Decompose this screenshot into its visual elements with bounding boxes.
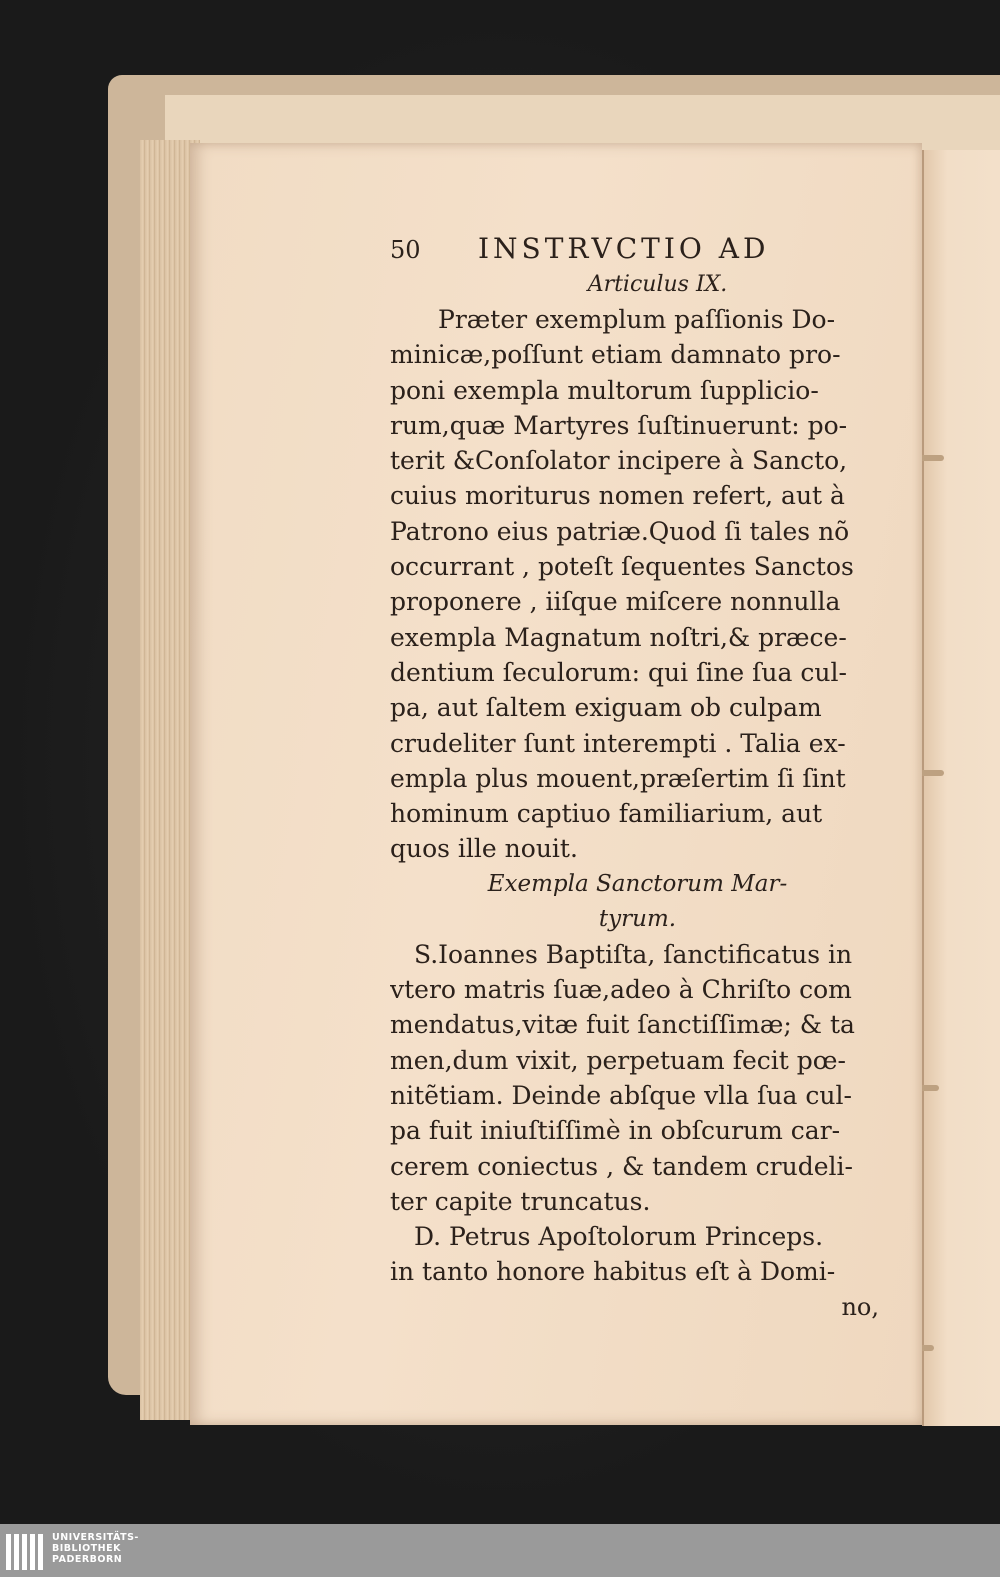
text-line: pa fuit iniuſtiſſimè in obſcurum car-	[390, 1116, 841, 1146]
page-header	[390, 230, 885, 268]
running-head: INSTRVCTIO AD	[478, 232, 770, 265]
text-line: terit &Conſolator incipere à Sancto,	[390, 446, 848, 476]
text-line: mendatus,vitæ fuit ſanctiſſimæ; & ta	[390, 1010, 855, 1040]
facing-page	[922, 150, 1000, 1426]
text-line: pa, aut ſaltem exiguam ob culpam	[390, 693, 822, 723]
page-text	[390, 230, 885, 1325]
paragraph-3	[390, 1219, 885, 1290]
text-line: nitẽtiam. Deinde abſque vlla ſua cul-	[390, 1080, 852, 1110]
paragraph-1	[390, 302, 885, 867]
text-line: Præter exemplum paſſionis Do-	[438, 305, 836, 334]
logo-line: PADERBORN	[52, 1554, 123, 1565]
text-line: ter capite truncatus.	[390, 1186, 651, 1216]
text-line: cerem coniectus , & tandem crudeli-	[390, 1151, 853, 1181]
text-line: vtero matris ſuæ,adeo à Chriſto com	[390, 975, 852, 1005]
text-line: poni exempla multorum ſupplicio-	[390, 375, 819, 405]
text-line: cuius moriturus nomen refert, aut à	[390, 481, 845, 511]
library-logo-text	[52, 1532, 139, 1565]
text-line: minicæ,poſſunt etiam damnato pro-	[390, 340, 841, 370]
text-line: S.Ioannes Baptiſta, ſanctificatus in	[414, 939, 853, 969]
text-line: exempla Magnatum noſtri,& præce-	[390, 622, 847, 652]
page-number: 50	[390, 236, 421, 264]
paragraph-2	[390, 937, 885, 1219]
text-line: D. Petrus Apoſtolorum Princeps.	[414, 1222, 824, 1252]
logo-line: UNIVERSITÄTS-	[52, 1532, 139, 1543]
text-line: dentium ſeculorum: qui ſine ſua cul-	[390, 657, 847, 687]
catchword: no,	[841, 1292, 879, 1321]
section-title: Articulus IX.	[587, 272, 728, 297]
text-line: Patrono eius patriæ.Quod ſi tales nõ	[390, 516, 850, 546]
logo-line: BIBLIOTHEK	[52, 1543, 121, 1554]
text-line: rum,quæ Martyres ſuſtinuerunt: po-	[390, 410, 848, 440]
text-line: in tanto honore habitus eſt à Domi-	[390, 1257, 836, 1287]
library-logo-icon	[6, 1534, 46, 1570]
text-line: proponere , iiſque miſcere nonnulla	[390, 587, 841, 617]
text-line: hominum captiuo familiarium, aut	[390, 799, 823, 829]
text-line: men,dum vixit, perpetuam fecit pœ-	[390, 1045, 846, 1075]
text-line: empla plus mouent,præſertim ſi ſint	[390, 763, 846, 793]
subheading-line: Exempla Sanctorum Mar-	[487, 870, 788, 897]
subheading-line: tyrum.	[598, 905, 677, 932]
text-line: quos ille nouit.	[390, 834, 578, 864]
text-line: crudeliter ſunt interempti . Talia ex-	[390, 728, 846, 758]
library-footer	[0, 1524, 1000, 1577]
text-line: occurrant , poteſt ſequentes Sanctos	[390, 552, 854, 582]
